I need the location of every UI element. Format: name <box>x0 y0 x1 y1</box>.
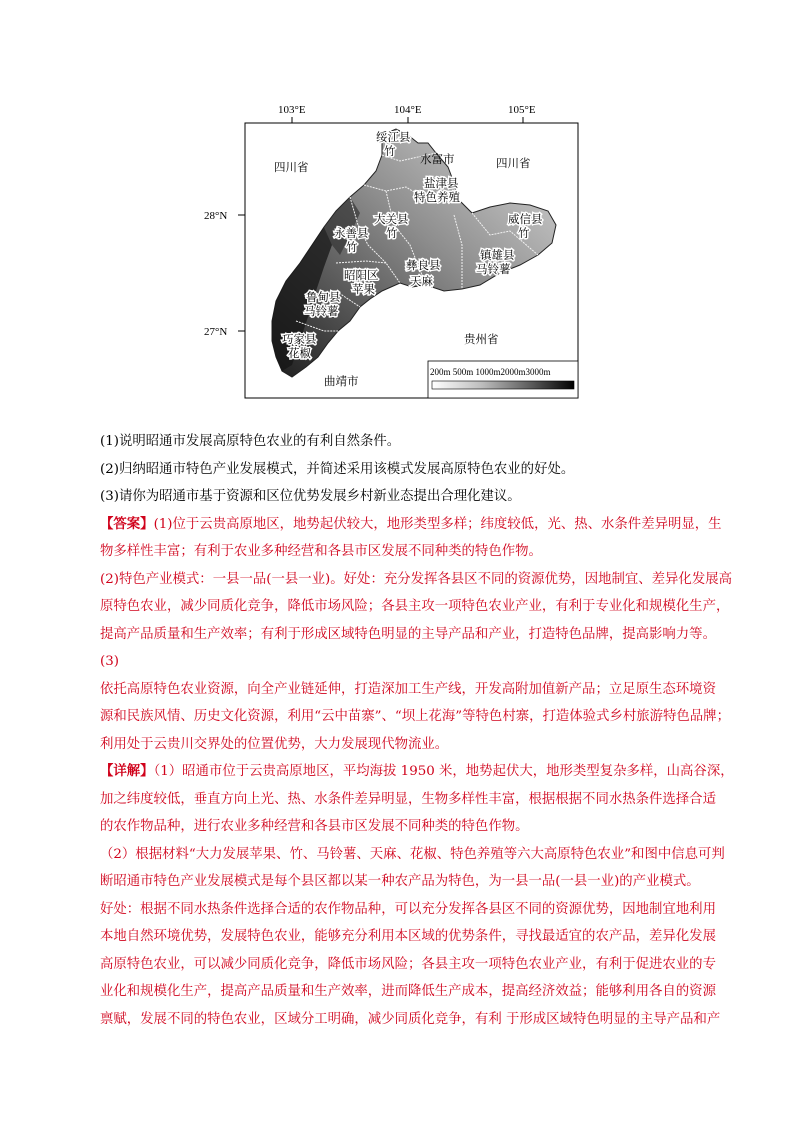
county-suijiang: 绥江县 <box>376 130 411 144</box>
label-sichuan-east: 四川省 <box>496 156 531 170</box>
product-yongshan: 竹 <box>346 240 358 254</box>
product-ludian: 马铃薯 <box>304 304 339 318</box>
county-qiaojia: 巧家县 <box>282 332 317 346</box>
answer-line-8: 源和民族风情、历史文化资源，利用“云中苗寨”、“坝上花海”等特色村寨，打造体验式乡村旅游特色品牌； <box>100 709 730 724</box>
lat-label-27: 27°N <box>204 326 228 338</box>
explain-line-5: 断昭通市特色产业发展模式是每个县区都以某一种农产品为特色，为一县一品(一县一业)的产业模式。 <box>100 874 700 889</box>
explain-line-10: 禀赋，发展不同的特色农业，区域分工明确，减少同质化竞争，有利 于形成区域特色明显的主导产品和产 <box>100 1011 721 1027</box>
explain-line-3: 的农作物品种，进行农业多种经营和各县市区发展不同种类的特色作物。 <box>100 819 529 834</box>
label-sichuan-west: 四川省 <box>274 160 309 174</box>
county-zhaoyang: 昭阳区 <box>344 268 379 282</box>
answer-line-9: 利用处于云贵川交界处的位置优势，大力发展现代物流业。 <box>100 736 449 752</box>
lon-label-105: 105°E <box>508 104 536 116</box>
answer-line-5: 提高产品质量和生产效率；有利于形成区域特色明显的主导产品和产业，打造特色品牌，提高影响力等。 <box>100 626 716 642</box>
product-yiliang: 天麻 <box>410 274 433 288</box>
explain-line-1: 【详解】（1）昭通市位于云贵高原地区，平均海拔 1950 米，地势起伏大，地形类型复杂多样，山高谷深， <box>100 763 734 779</box>
lat-label-28: 28°N <box>204 210 228 222</box>
question-1: (1)说明昭通市发展高原特色农业的有利自然条件。 <box>100 434 401 449</box>
county-zhenxiong: 镇雄县 <box>480 248 515 262</box>
county-yongshan: 永善县 <box>334 226 369 240</box>
question-3: (3)请你为昭通市基于资源和区位优势发展乡村新业态提出合理化建议。 <box>100 489 521 504</box>
explain-line-9: 业化和规模化生产，提高产品质量和生产效率，进而降低生产成本，提高经济效益；能够利用各自的资源 <box>100 984 716 999</box>
product-daguan: 竹 <box>386 226 398 240</box>
lon-label-103: 103°E <box>278 104 306 116</box>
product-suijiang: 竹 <box>384 144 396 158</box>
product-zhenxiong: 马铃薯 <box>476 262 511 276</box>
county-yiliang: 彝良县 <box>406 258 441 272</box>
answer-line-3: (2)特色产业模式：一县一品(一县一业)。好处：充分发挥各县区不同的资源优势，因地制宜、差异化发展高 <box>100 571 732 587</box>
zhaotong-map <box>200 95 600 400</box>
qa-content <box>100 428 740 1033</box>
product-qiaojia: 花椒 <box>288 346 311 360</box>
map-svg <box>200 95 600 400</box>
legend-labels: 200m 500m 1000m2000m3000m <box>430 367 551 377</box>
product-zhaoyang: 苹果 <box>352 282 375 296</box>
explain-line-8: 高原特色农业，可以减少同质化竞争，降低市场风险；各县主攻一项特色农业产业，有利于促进农业的专 <box>100 956 716 972</box>
county-daguan: 大关县 <box>374 212 409 226</box>
lon-label-104: 104°E <box>394 104 422 116</box>
explain-line-7: 本地自然环境优势，发展特色农业，能够充分利用本区域的优势条件，寻找最适宜的农产品，差异化发展 <box>100 929 716 944</box>
county-ludian: 鲁甸县 <box>306 290 341 304</box>
answer-tag: 【答案】 <box>100 515 154 532</box>
answer-line-6: (3) <box>100 654 119 669</box>
answer-line-4: 原特色农业，减少同质化竞争，降低市场风险；各县主攻一项特色农业产业，有利于专业化和规模化生产， <box>100 599 730 614</box>
label-guizhou: 贵州省 <box>464 332 499 346</box>
answer-line-2: 物多样性丰富；有利于农业多种经营和各县市区发展不同种类的特色作物。 <box>100 544 542 559</box>
product-yanjin: 特色养殖 <box>414 190 460 204</box>
product-weixin: 竹 <box>518 226 530 240</box>
elevation-legend <box>428 361 578 398</box>
explain-line-6: 好处：根据不同水热条件选择合适的农作物品种，可以充分发挥各县区不同的资源优势，因地制宜地利用 <box>100 901 716 917</box>
county-weixin: 威信县 <box>508 212 543 226</box>
explain-line-2: 加之纬度较低，垂直方向上光、热、水条件差异明显，生物多样性丰富，根据根据不同水热条件选择合适 <box>100 791 716 807</box>
explain-tag: 【详解】 <box>100 763 154 779</box>
label-qujing: 曲靖市 <box>324 374 359 388</box>
county-yanjin: 盐津县 <box>424 176 459 190</box>
answer-line-7: 依托高原特色农业资源，向全产业链延伸，打造深加工生产线，开发高附加值新产品；立足原生态环境资 <box>100 681 716 697</box>
question-2: (2)归纳昭通市特色产业发展模式，并简述采用该模式发展高原特色农业的好处。 <box>100 461 575 477</box>
answer-line-1: 【答案】(1)位于云贵高原地区，地势起伏较大，地形类型多样；纬度较低，光、热、水条件差异明显，生 <box>100 515 722 532</box>
explain-line-4: （2）根据材料“大力发展苹果、竹、马铃薯、天麻、花椒、特色养殖等六大高原特色农业”和图中信息可判 <box>100 846 725 862</box>
label-shuifu: 水富市 <box>420 152 455 166</box>
